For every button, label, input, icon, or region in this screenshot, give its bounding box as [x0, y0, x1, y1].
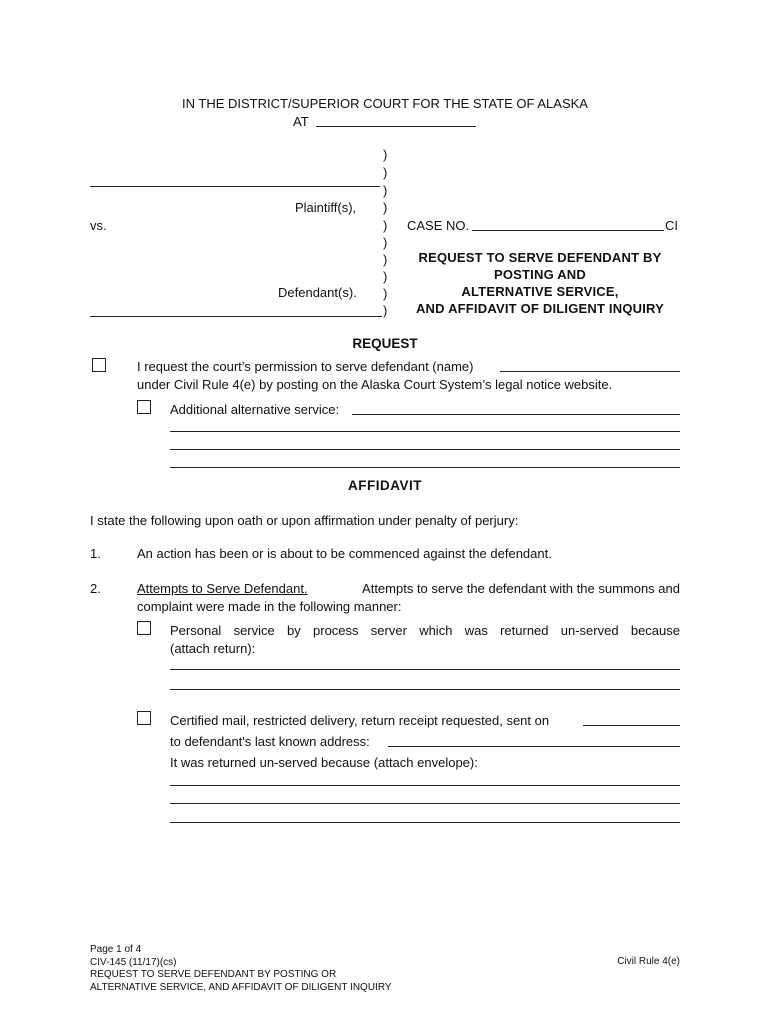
paren: )	[383, 147, 388, 162]
personal-service-text-line2: (attach return):	[170, 641, 256, 656]
affidavit-heading: AFFIDAVIT	[348, 478, 422, 493]
certified-mail-returned-label: It was returned un-served because (attach envelope):	[170, 755, 478, 770]
form-title-line: AND AFFIDAVIT OF DILIGENT INQUIRY	[415, 301, 665, 316]
request-checkbox[interactable]	[92, 358, 106, 372]
footer-title-line1: REQUEST TO SERVE DEFENDANT BY POSTING OR	[90, 969, 337, 980]
court-heading: IN THE DISTRICT/SUPERIOR COURT FOR THE STATE OF ALASKA	[182, 96, 588, 111]
personal-service-checkbox[interactable]	[137, 621, 151, 635]
item1-text: An action has been or is about to be commenced against the defendant.	[137, 546, 552, 561]
plaintiff-name-field[interactable]	[90, 186, 380, 187]
footer-title-line2: ALTERNATIVE SERVICE, AND AFFIDAVIT OF DILIGENT INQUIRY	[90, 981, 392, 993]
vs-label: vs.	[90, 218, 107, 233]
case-no-label: CASE NO.	[407, 218, 470, 233]
paren: )	[383, 183, 388, 198]
form-title	[400, 249, 680, 317]
certified-mail-checkbox[interactable]	[137, 711, 151, 725]
personal-service-reason-line[interactable]	[170, 689, 680, 690]
certified-mail-reason-line[interactable]	[170, 785, 680, 786]
affidavit-intro: I state the following upon oath or upon affirmation under penalty of perjury:	[90, 513, 519, 528]
paren: )	[383, 286, 388, 301]
request-text-line1: I request the court’s permission to serve defendant (name)	[137, 359, 474, 374]
certified-mail-reason-line[interactable]	[170, 803, 680, 804]
item2-number: 2.	[90, 581, 101, 596]
item1-number: 1.	[90, 546, 101, 561]
case-number-field[interactable]	[472, 230, 664, 231]
additional-service-label: Additional alternative service:	[170, 402, 340, 417]
footer-page-number: Page 1 of 4	[90, 944, 142, 955]
paren: )	[383, 235, 388, 250]
defendant-name-input[interactable]	[500, 371, 680, 372]
form-title-line: REQUEST TO SERVE DEFENDANT BY	[418, 250, 662, 265]
paren: )	[383, 165, 388, 180]
defendant-name-field[interactable]	[90, 316, 382, 317]
certified-mail-text: Certified mail, restricted delivery, return receipt requested, sent on	[170, 713, 550, 728]
footer-form-number: CIV-145 (11/17)(cs)	[90, 956, 177, 968]
personal-service-text: Personal service by process server which was returned un-served because	[170, 623, 680, 638]
additional-service-checkbox[interactable]	[137, 400, 151, 414]
additional-service-line[interactable]	[170, 449, 680, 450]
item2-text-line2: complaint were made in the following manner:	[137, 599, 402, 614]
additional-service-field[interactable]	[352, 414, 680, 415]
additional-service-line[interactable]	[170, 467, 680, 468]
case-suffix: CI	[665, 218, 678, 233]
footer-left	[90, 944, 392, 994]
form-title-line: ALTERNATIVE SERVICE,	[461, 284, 619, 299]
plaintiff-label: Plaintiff(s),	[295, 200, 357, 215]
item2-title: Attempts to Serve Defendant.	[137, 581, 308, 596]
paren: )	[383, 269, 388, 284]
certified-mail-date-field[interactable]	[583, 725, 680, 726]
paren: )	[383, 252, 388, 267]
at-location-field[interactable]	[316, 126, 476, 127]
paren: )	[383, 200, 388, 215]
last-known-address-field[interactable]	[388, 746, 680, 747]
defendant-label: Defendant(s).	[278, 285, 357, 300]
footer-rule: Civil Rule 4(e)	[617, 956, 680, 967]
request-heading: REQUEST	[352, 336, 418, 351]
personal-service-reason-line[interactable]	[170, 669, 680, 670]
certified-mail-reason-line[interactable]	[170, 822, 680, 823]
item2-text: Attempts to serve the defendant with the summons and	[362, 581, 680, 596]
paren: )	[383, 303, 388, 318]
form-title-line: POSTING AND	[493, 267, 586, 282]
paren: )	[383, 218, 388, 233]
request-text-line2: under Civil Rule 4(e) by posting on the Alaska Court System’s legal notice website.	[137, 377, 613, 392]
at-label: AT	[293, 114, 309, 129]
certified-mail-address-label: to defendant's last known address:	[170, 734, 370, 749]
additional-service-line[interactable]	[170, 431, 680, 432]
